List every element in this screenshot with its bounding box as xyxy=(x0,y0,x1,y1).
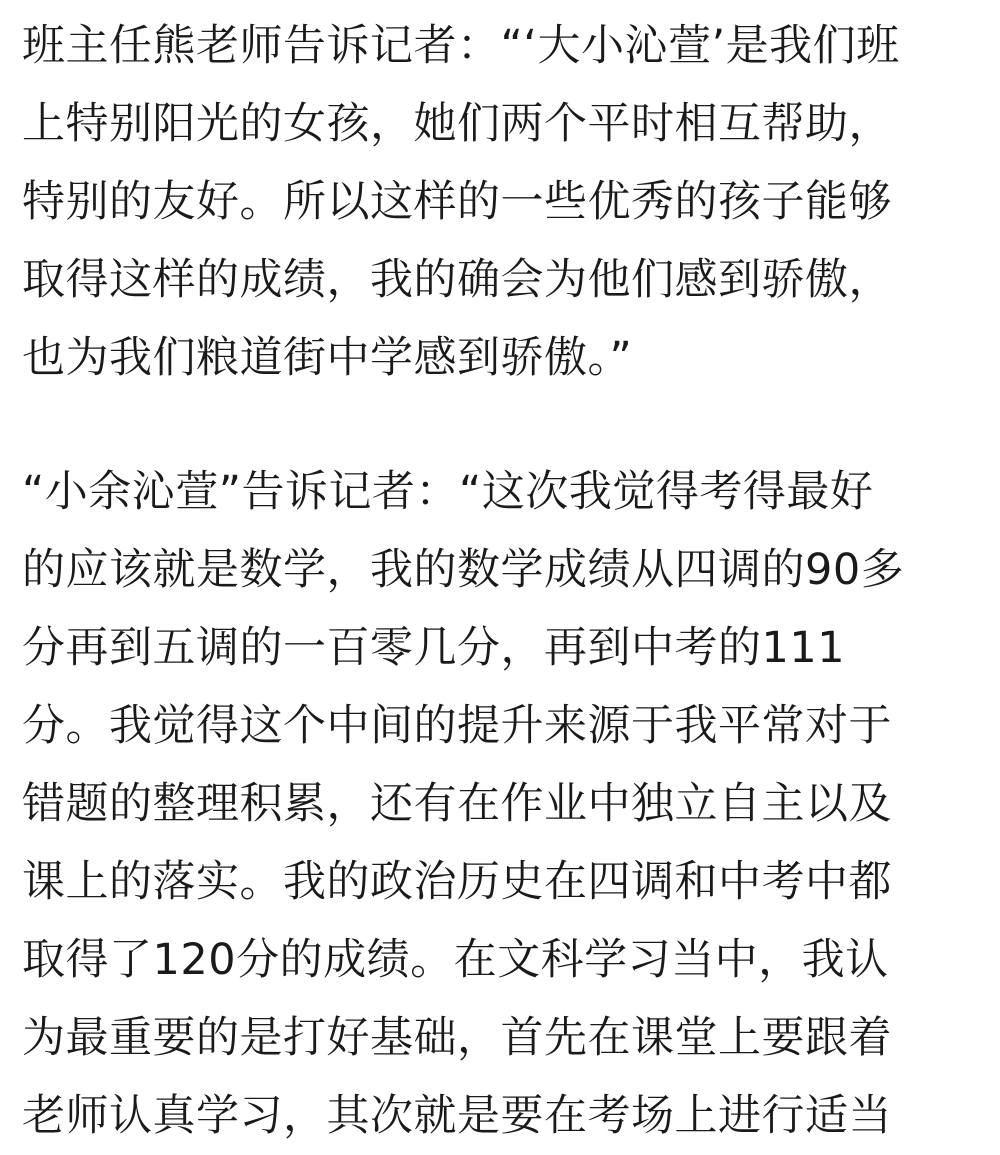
text-line: 分再到五调的一百零几分，再到中考的111 xyxy=(22,623,846,673)
paragraph-teacher-quote xyxy=(22,7,1000,397)
text-line: 取得了120分的成绩。在文科学习当中，我认 xyxy=(22,935,889,985)
text-line: 上特别阳光的女孩，她们两个平时相互帮助， xyxy=(22,99,892,149)
text-line: 的应该就是数学，我的数学成绩从四调的90多 xyxy=(22,545,905,595)
text-line: 课上的落实。我的政治历史在四调和中考中都 xyxy=(22,857,892,907)
text-line: 取得这样的成绩，我的确会为他们感到骄傲， xyxy=(22,255,892,305)
paragraph-student-quote xyxy=(22,453,1000,1155)
text-line: 分。我觉得这个中间的提升来源于我平常对于 xyxy=(22,701,892,751)
text-line: 老师认真学习，其次就是要在考场上进行适当 xyxy=(22,1091,892,1141)
text-line: 错题的整理积累，还有在作业中独立自主以及 xyxy=(22,779,892,829)
text-line: 特别的友好。所以这样的一些优秀的孩子能够 xyxy=(22,177,892,227)
text-line: 班主任熊老师告诉记者：“‘大小沁萱’是我们班 xyxy=(22,21,900,71)
article-body xyxy=(22,0,1000,1141)
text-line: 也为我们粮道街中学感到骄傲。” xyxy=(22,333,633,383)
text-line: 为最重要的是打好基础，首先在课堂上要跟着 xyxy=(22,1013,892,1063)
text-line: “小余沁萱”告诉记者：“这次我觉得考得最好 xyxy=(22,467,874,517)
